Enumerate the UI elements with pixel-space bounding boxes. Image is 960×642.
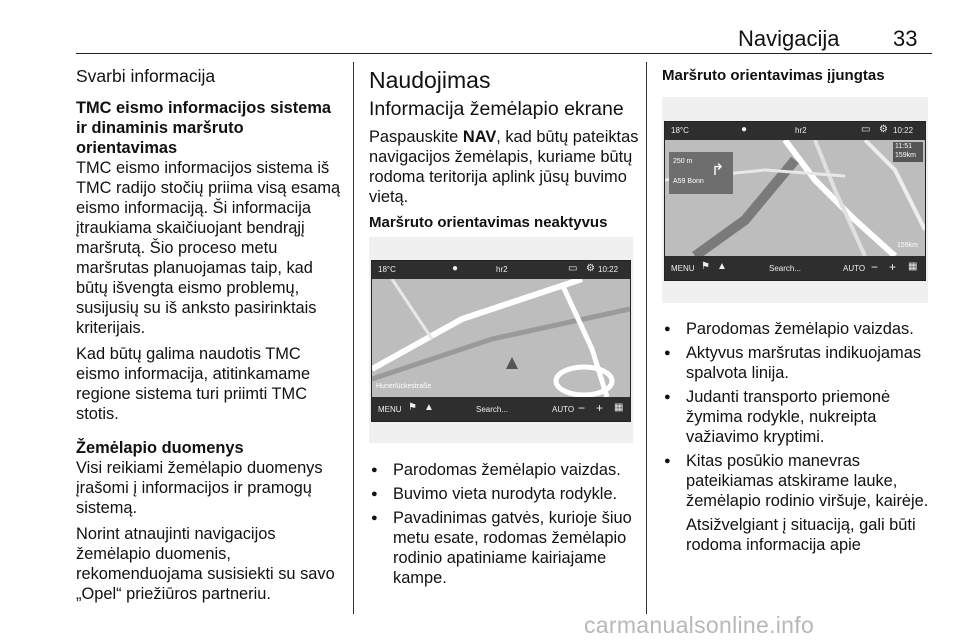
page-number: 33 <box>893 26 918 51</box>
route-inactive-heading: Maršruto orientavimas neaktyvus <box>369 214 608 231</box>
middle-column <box>369 66 639 233</box>
remaining-distance-label: 159km <box>895 152 917 159</box>
map-paragraph-2: Norint atnaujinti navigacijos žemėlapio duomenis, rekomenduojama susisiekti su savo „Opel“ priežiūros partneriu. <box>76 525 335 603</box>
eta-box <box>893 142 923 162</box>
status-bar <box>665 122 925 140</box>
gear-icon: ⚙ <box>586 263 595 274</box>
right-column <box>662 66 932 86</box>
zoom-out-button[interactable]: − <box>578 401 586 415</box>
map-view[interactable] <box>665 140 925 256</box>
zoom-out-button[interactable]: − <box>871 260 879 274</box>
nav-key-label: NAV <box>462 128 497 146</box>
continuation-paragraph: Atsižvelgiant į situaciją, gali būti rodoma informacija apie <box>686 516 916 554</box>
tmc-heading: TMC eismo informacijos sistema ir dinaminis maršruto orientavimas <box>76 99 332 157</box>
tmc-paragraph-2: Kad būtų galima naudotis TMC eismo informacija, atitinkamame regione sistema turi priimti TMC stotis. <box>76 345 311 423</box>
flag-icon[interactable]: ⚑ <box>701 261 710 272</box>
column-divider-2 <box>646 62 647 614</box>
turn-right-icon: ↱ <box>711 162 725 179</box>
maneuver-road-label: A59 Bonn <box>673 178 704 185</box>
list-item: ● Judanti transporto priemonė žymima rodykle, nukreipta važiavimo kryptimi. <box>662 387 932 447</box>
search-field[interactable]: Search... <box>769 264 802 273</box>
map-data-heading: Žemėlapio duomenys <box>76 439 244 457</box>
right-bullets <box>662 319 932 555</box>
status-bar <box>372 261 630 279</box>
radio-station-label: hr2 <box>496 265 508 274</box>
location-pin-icon: ● <box>452 263 459 274</box>
list-item: ● Buvimo vieta nurodyta rodykle. <box>369 484 639 504</box>
menu-button[interactable]: MENU <box>671 264 695 273</box>
list-item: ● Aktyvus maršrutas indikuojamas spalvota linija. <box>662 343 932 383</box>
map-view[interactable] <box>372 279 630 397</box>
tmc-paragraph-1: TMC eismo informacijos sistema iš TMC radijo stočių priima visą esamą eismo informaciją. Ši informacija įtraukiama skaičiuojant bendrąjį maršrutą. Šio proceso metu maršrutas planuojamas taip, kad būtų išvengta eismo problemų, susijusių su iš anksto pasirinktais kriterijais. <box>76 159 341 337</box>
zoom-in-button[interactable]: + <box>596 401 604 415</box>
map-options-icon[interactable]: ▦ <box>908 261 918 272</box>
map-info-subtitle: Informacija žemėlapio ekrane <box>369 98 624 120</box>
page-header-title: Navigacija <box>738 26 840 51</box>
active-route-screenshot <box>662 97 928 303</box>
section-title: Svarbi informacija <box>76 66 216 86</box>
header-rule <box>76 53 932 54</box>
temperature-label: 18°C <box>378 265 396 274</box>
next-maneuver-box <box>669 152 733 194</box>
search-field[interactable]: Search... <box>476 405 509 414</box>
flag-icon[interactable]: ⚑ <box>408 402 417 413</box>
usage-title: Naudojimas <box>369 67 491 93</box>
navigation-arrow-icon[interactable]: ▲ <box>424 402 434 413</box>
list-item: ● Parodomas žemėlapio vaizdas. <box>369 460 639 480</box>
route-distance-label: 159km <box>897 242 919 249</box>
bottom-toolbar <box>665 256 925 280</box>
left-column <box>76 66 346 604</box>
map-paragraph-1: Visi reikiami žemėlapio duomenys įrašomi į informacijos ir pramogų sistemą. <box>76 459 323 517</box>
gear-icon: ⚙ <box>879 124 888 135</box>
map-roads-svg <box>372 279 630 397</box>
phone-icon: ▭ <box>568 263 578 274</box>
phone-icon: ▭ <box>861 124 871 135</box>
column-divider-1 <box>353 62 354 614</box>
street-name-label: Hunerlückestraße <box>376 383 432 390</box>
menu-button[interactable]: MENU <box>378 405 402 414</box>
list-item: ● Pavadinimas gatvės, kurioje šiuo metu esate, rodomas žemėlapio rodinio apatiniame kairiajame kampe. <box>369 508 639 588</box>
list-item: ● Parodomas žemėlapio vaizdas. <box>662 319 932 339</box>
usage-intro: Paspauskite NAV, kad būtų pateiktas navigacijos žemėlapis, kuriame būtų rodoma teritorija aplink jūsų buvimo vietą. <box>369 128 639 206</box>
maneuver-distance-label: 250 m <box>673 158 693 165</box>
route-active-heading: Maršruto orientavimas įjungtas <box>662 67 885 84</box>
middle-bullets <box>369 460 639 592</box>
auto-zoom-button[interactable]: AUTO <box>552 405 575 414</box>
radio-station-label: hr2 <box>795 126 807 135</box>
temperature-label: 18°C <box>671 126 689 135</box>
map-options-icon[interactable]: ▦ <box>614 402 624 413</box>
clock-label: 10:22 <box>893 126 914 135</box>
inactive-route-screenshot <box>369 237 633 443</box>
watermark: carmanualsonline.info <box>584 612 815 638</box>
list-item: ● Kitas posūkio manevras pateikiamas atskirame lauke, žemėlapio rodinio viršuje, kairėje. <box>662 451 932 511</box>
position-arrow-icon <box>506 357 518 369</box>
navigation-arrow-icon[interactable]: ▲ <box>717 261 727 272</box>
zoom-in-button[interactable]: + <box>889 260 897 274</box>
auto-zoom-button[interactable]: AUTO <box>843 264 866 273</box>
location-pin-icon: ● <box>741 124 748 135</box>
eta-label: 11:51 <box>895 143 912 150</box>
clock-label: 10:22 <box>598 265 619 274</box>
bottom-toolbar <box>372 397 630 421</box>
